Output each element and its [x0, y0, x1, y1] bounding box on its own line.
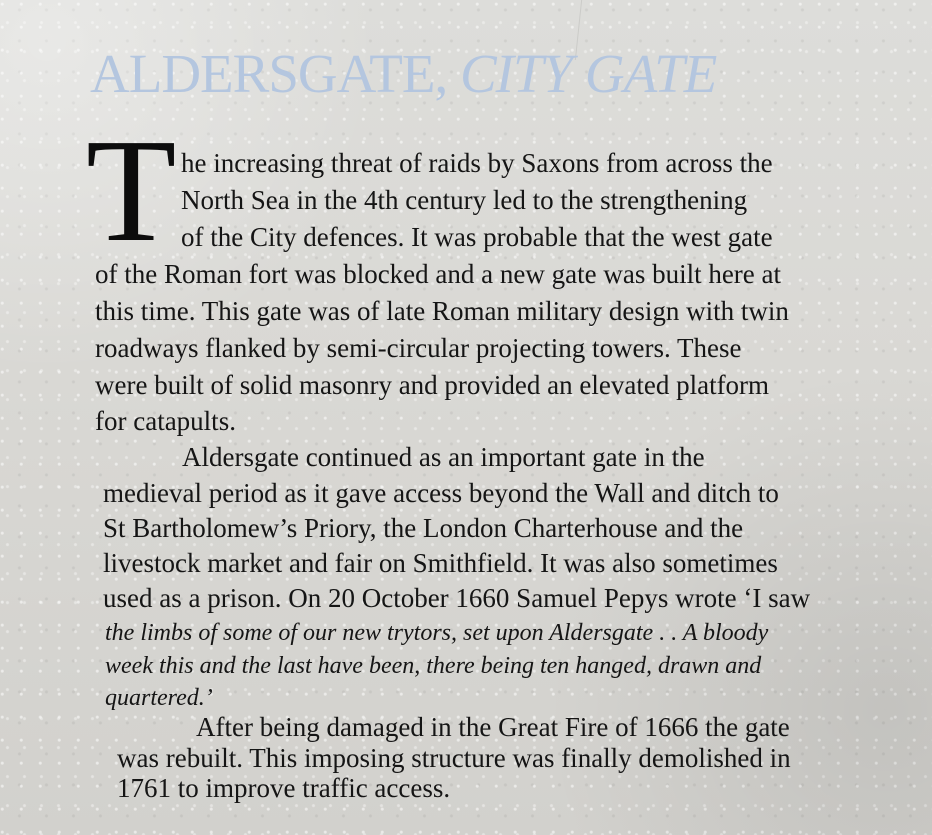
plaque-title-description: CITY GATE: [459, 43, 717, 104]
paragraph-2-line-5: used as a prison. On 20 October 1660 Samuel Pepys wrote ‘I saw: [103, 583, 811, 613]
paragraph-1-line-2: North Sea in the 4th century led to the strengthening: [181, 185, 748, 215]
paragraph-1-line-8: for catapults.: [95, 406, 236, 436]
paragraph-1-line-3: of the City defences. It was probable that the west gate: [181, 222, 773, 252]
paragraph-3-line-1: After being damaged in the Great Fire of 1666 the gate: [196, 712, 790, 742]
paragraph-2-line-6: the limbs of some of our new trytors, set upon Aldersgate . . A bloody: [105, 620, 769, 646]
paragraph-2-line-3: St Bartholomew’s Priory, the London Charterhouse and the: [103, 513, 744, 543]
paragraph-1-line-4: of the Roman fort was blocked and a new gate was built here at: [95, 259, 782, 289]
paragraph-1-line-7: were built of solid masonry and provided an elevated platform: [95, 370, 770, 400]
paragraph-1-line-5: this time. This gate was of late Roman military design with twin: [95, 296, 789, 326]
paragraph-2-line-4: livestock market and fair on Smithfield. It was also sometimes: [103, 548, 778, 578]
paragraph-3-line-3: 1761 to improve traffic access.: [117, 773, 451, 803]
paragraph-3-line-2: was rebuilt. This imposing structure was finally demolished in: [117, 743, 791, 773]
drop-cap: T: [86, 109, 177, 273]
paragraph-2-line-1: Aldersgate continued as an important gate in the: [182, 442, 705, 472]
paragraph-2-line-2: medieval period as it gave access beyond the Wall and ditch to: [103, 478, 779, 508]
plaque-title: [90, 43, 717, 104]
paragraph-1-line-6: roadways flanked by semi-circular projecting towers. These: [95, 333, 742, 363]
paragraph-2-line-7: week this and the last have been, there being ten hanged, drawn and: [105, 653, 762, 679]
plaque-title-place: ALDERSGATE,: [90, 43, 448, 104]
paragraph-1-line-1: he increasing threat of raids by Saxons from across the: [181, 148, 773, 178]
paragraph-2-line-8: quartered.’: [105, 685, 213, 711]
